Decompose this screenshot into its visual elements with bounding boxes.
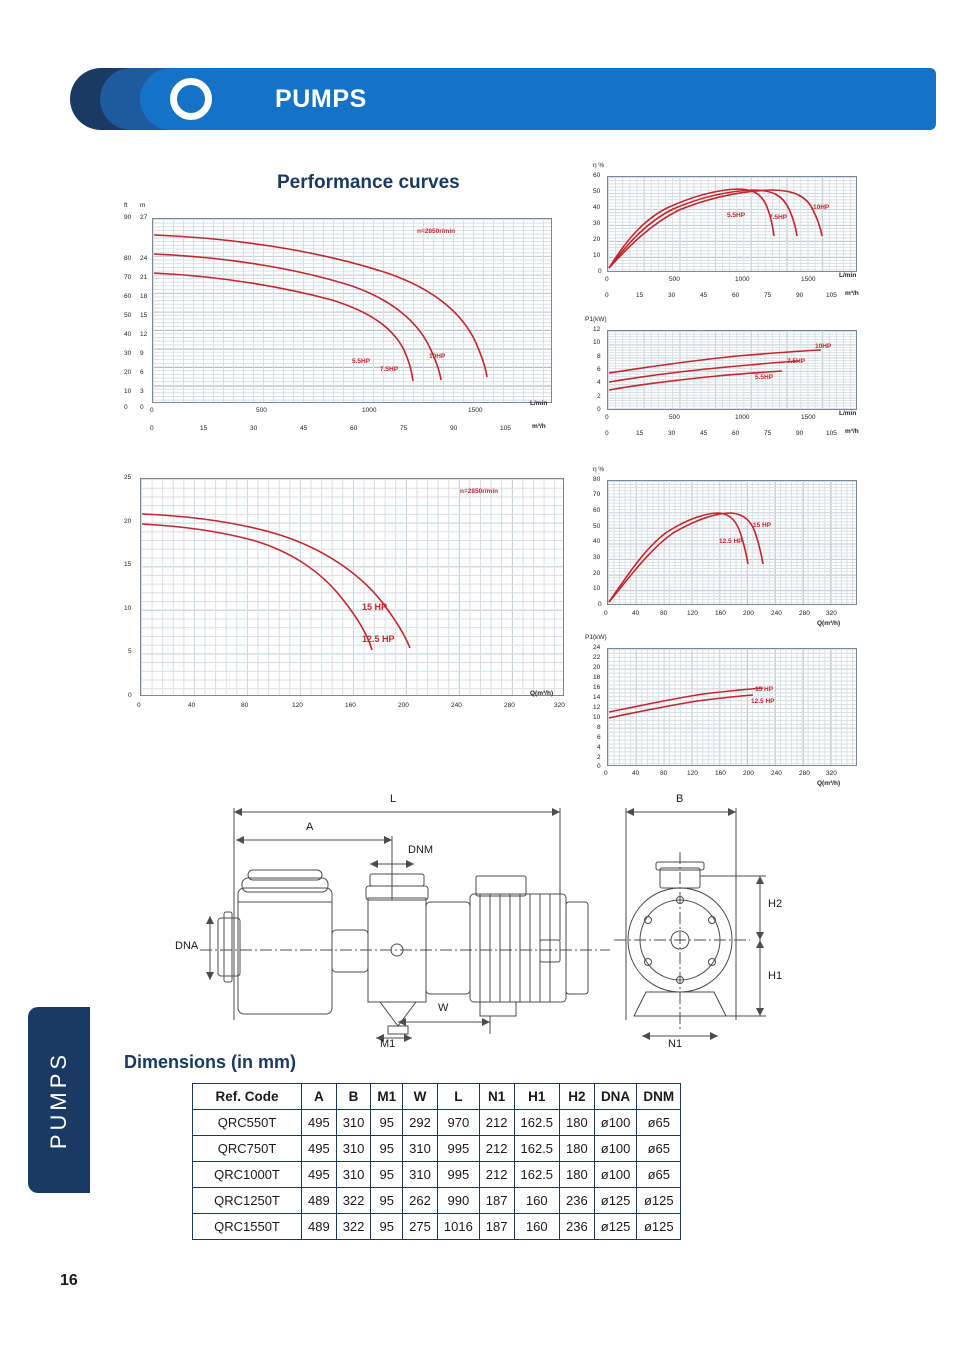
y-tick-m-24: 24 xyxy=(140,255,148,262)
y-tick-m-9: 9 xyxy=(140,350,144,357)
y-tick-ft-10: 10 xyxy=(124,388,132,395)
cell-dnm: ø125 xyxy=(637,1214,681,1240)
chart-efficiency-large xyxy=(593,466,857,627)
y-tick-p-2: 2 xyxy=(597,393,601,400)
y-tick-ft-90: 90 xyxy=(124,214,132,221)
x-tick-m3h-75: 75 xyxy=(400,425,408,432)
y-axis-unit-m: m xyxy=(140,202,146,209)
y-tick-p-10: 10 xyxy=(593,339,601,346)
col-w: W xyxy=(403,1084,438,1110)
x-tick-160: 160 xyxy=(715,770,726,777)
cell-ref: QRC750T xyxy=(193,1136,302,1162)
cell-a: 495 xyxy=(302,1162,337,1188)
x-tick-lmin-1000: 1000 xyxy=(735,276,750,283)
cell-h2: 180 xyxy=(560,1136,595,1162)
cell-dna: ø100 xyxy=(594,1162,637,1188)
x-tick-m3h-15: 15 xyxy=(636,430,644,437)
cell-n1: 212 xyxy=(479,1162,514,1188)
x-tick-240: 240 xyxy=(451,702,462,709)
y-tick-eff-30: 30 xyxy=(593,220,601,227)
cell-l: 1016 xyxy=(437,1214,479,1240)
cell-dna: ø100 xyxy=(594,1136,637,1162)
col-b: B xyxy=(336,1084,371,1110)
table-row xyxy=(193,1136,681,1162)
y-tick-eff-50: 50 xyxy=(593,188,601,195)
chart-curves xyxy=(152,218,552,403)
curve-label-75hp: 7.5HP xyxy=(787,358,806,365)
page-number: 16 xyxy=(60,1272,78,1289)
x-tick-m3h-0: 0 xyxy=(150,425,154,432)
x-tick-0: 0 xyxy=(137,702,141,709)
y-tick-eff-10: 10 xyxy=(593,585,601,592)
col-dnm: DNM xyxy=(637,1084,681,1110)
cell-m1: 95 xyxy=(371,1162,403,1188)
table-header-row xyxy=(193,1084,681,1110)
x-tick-200: 200 xyxy=(398,702,409,709)
x-tick-m3h-75: 75 xyxy=(764,292,772,299)
x-tick-m3h-0: 0 xyxy=(605,292,609,299)
x-tick-lmin-0: 0 xyxy=(605,414,609,421)
cell-h1: 160 xyxy=(514,1214,560,1240)
x-tick-40: 40 xyxy=(188,702,196,709)
table-row xyxy=(193,1188,681,1214)
y-tick-p-20: 20 xyxy=(593,664,601,671)
y-tick-m-18: 18 xyxy=(140,293,148,300)
y-tick-p-18: 18 xyxy=(593,674,601,681)
y-tick-p-6: 6 xyxy=(597,366,601,373)
x-tick-m3h-90: 90 xyxy=(796,430,804,437)
cell-ref: QRC550T xyxy=(193,1110,302,1136)
cell-ref: QRC1250T xyxy=(193,1188,302,1214)
y-tick-m-6: 6 xyxy=(140,369,144,376)
x-tick-320: 320 xyxy=(826,610,837,617)
cell-w: 310 xyxy=(403,1162,438,1188)
cell-dnm: ø125 xyxy=(637,1188,681,1214)
cell-dnm: ø65 xyxy=(637,1162,681,1188)
side-tab-pumps xyxy=(28,1007,90,1193)
chart-head-large xyxy=(124,474,565,709)
chart-curves xyxy=(607,648,857,766)
side-tab-label: PUMPS xyxy=(46,1050,71,1150)
chart-efficiency-2850 xyxy=(593,162,859,299)
x-axis-unit-lmin: L/min xyxy=(839,272,857,279)
dim-label-M1: M1 xyxy=(380,1038,396,1050)
cell-l: 990 xyxy=(437,1188,479,1214)
col-h2: H2 xyxy=(560,1084,595,1110)
y-tick-p-8: 8 xyxy=(597,724,601,731)
chart-head-2850 xyxy=(124,202,552,432)
cell-w: 262 xyxy=(403,1188,438,1214)
cell-w: 292 xyxy=(403,1110,438,1136)
x-tick-lmin-500: 500 xyxy=(256,407,267,414)
y-tick-25: 25 xyxy=(124,474,132,481)
x-tick-80: 80 xyxy=(660,610,668,617)
dim-label-H2: H2 xyxy=(768,898,783,910)
y-tick-m-3: 3 xyxy=(140,388,144,395)
dim-label-N1: N1 xyxy=(668,1038,683,1050)
table-row xyxy=(193,1110,681,1136)
dimensions-title: Dimensions (in mm) xyxy=(124,1052,297,1072)
x-tick-40: 40 xyxy=(632,610,640,617)
y-tick-ft-80: 80 xyxy=(124,255,132,262)
x-tick-120: 120 xyxy=(687,610,698,617)
y-axis-unit-ft: ft xyxy=(124,202,128,209)
y-tick-eff-60: 60 xyxy=(593,172,601,179)
y-tick-p-4: 4 xyxy=(597,379,601,386)
dim-label-B: B xyxy=(676,793,684,805)
x-axis-unit-lmin: L/min xyxy=(530,400,548,407)
x-tick-160: 160 xyxy=(345,702,356,709)
x-tick-320: 320 xyxy=(826,770,837,777)
cell-l: 995 xyxy=(437,1136,479,1162)
x-tick-m3h-60: 60 xyxy=(732,430,740,437)
curve-label-125hp: 12.5 HP xyxy=(751,698,775,705)
y-tick-p-22: 22 xyxy=(593,654,601,661)
y-tick-eff-20: 20 xyxy=(593,570,601,577)
y-tick-eff-0: 0 xyxy=(598,268,602,275)
y-tick-ft-50: 50 xyxy=(124,312,132,319)
y-axis-label-eff: η % xyxy=(593,162,605,169)
curve-label-10hp: 10HP xyxy=(429,353,446,360)
banner-main-shape xyxy=(140,68,936,130)
cell-a: 495 xyxy=(302,1110,337,1136)
cell-dna: ø125 xyxy=(594,1214,637,1240)
y-tick-p-0: 0 xyxy=(597,763,601,770)
x-tick-200: 200 xyxy=(743,770,754,777)
x-tick-lmin-1500: 1500 xyxy=(801,276,816,283)
cell-m1: 95 xyxy=(371,1110,403,1136)
y-tick-eff-40: 40 xyxy=(593,204,601,211)
cell-h1: 162.5 xyxy=(514,1136,560,1162)
cell-w: 275 xyxy=(403,1214,438,1240)
y-tick-p-4: 4 xyxy=(597,744,601,751)
cell-h2: 236 xyxy=(560,1214,595,1240)
cell-n1: 187 xyxy=(479,1188,514,1214)
x-tick-m3h-30: 30 xyxy=(668,430,676,437)
x-tick-120: 120 xyxy=(687,770,698,777)
y-tick-p-6: 6 xyxy=(597,734,601,741)
col-dna: DNA xyxy=(594,1084,637,1110)
x-tick-200: 200 xyxy=(743,610,754,617)
curve-label-15hp: 15 HP xyxy=(753,522,772,529)
cell-l: 970 xyxy=(437,1110,479,1136)
x-tick-m3h-105: 105 xyxy=(826,430,837,437)
cell-dnm: ø65 xyxy=(637,1136,681,1162)
y-axis-label-power: P1(kW) xyxy=(585,316,607,323)
x-tick-lmin-1500: 1500 xyxy=(468,407,483,414)
cell-dna: ø100 xyxy=(594,1110,637,1136)
page-title: PUMPS xyxy=(275,85,367,113)
cell-h1: 162.5 xyxy=(514,1110,560,1136)
col-m1: M1 xyxy=(371,1084,403,1110)
x-tick-280: 280 xyxy=(799,610,810,617)
curve-label-75hp: 7.5HP xyxy=(380,366,399,373)
x-tick-lmin-1500: 1500 xyxy=(801,414,816,421)
y-tick-m-0: 0 xyxy=(140,404,144,411)
y-tick-eff-30: 30 xyxy=(593,554,601,561)
curve-label-75hp: 7.5HP xyxy=(769,214,788,221)
col-a: A xyxy=(302,1084,337,1110)
cell-a: 495 xyxy=(302,1136,337,1162)
curve-label-55hp: 5.5HP xyxy=(755,374,774,381)
y-tick-p-14: 14 xyxy=(593,694,601,701)
chart-power-2850 xyxy=(585,316,859,437)
x-tick-m3h-45: 45 xyxy=(300,425,308,432)
dim-label-DNM: DNM xyxy=(408,844,434,856)
curve-label-15hp: 15 HP xyxy=(755,686,774,693)
cell-a: 489 xyxy=(302,1188,337,1214)
y-tick-5: 5 xyxy=(128,648,132,655)
y-tick-p-24: 24 xyxy=(593,644,601,651)
x-axis-label-q: Q(m³/h) xyxy=(817,620,841,627)
y-tick-p-2: 2 xyxy=(597,754,601,761)
y-tick-ft-0: 0 xyxy=(124,404,128,411)
cell-dnm: ø65 xyxy=(637,1110,681,1136)
curve-label-15hp: 15 HP xyxy=(362,602,388,612)
y-tick-ft-60: 60 xyxy=(124,293,132,300)
table-row xyxy=(193,1162,681,1188)
y-tick-eff-50: 50 xyxy=(593,523,601,530)
x-tick-280: 280 xyxy=(799,770,810,777)
ring-icon xyxy=(170,78,212,120)
cell-m1: 95 xyxy=(371,1214,403,1240)
x-axis-unit-m3h: m³/h xyxy=(845,428,859,435)
y-tick-eff-10: 10 xyxy=(593,252,601,259)
x-tick-40: 40 xyxy=(632,770,640,777)
chart-curves xyxy=(140,478,564,696)
x-tick-m3h-45: 45 xyxy=(700,430,708,437)
chart-curves xyxy=(607,176,857,272)
y-tick-20: 20 xyxy=(124,518,132,525)
table-row xyxy=(193,1214,681,1240)
chart-curves xyxy=(607,330,857,410)
dim-label-H1: H1 xyxy=(768,970,783,982)
dimensions-table xyxy=(192,1083,681,1240)
x-tick-lmin-1000: 1000 xyxy=(362,407,377,414)
x-axis-unit-m3h: m³/h xyxy=(532,423,546,430)
cell-h2: 180 xyxy=(560,1110,595,1136)
curve-label-55hp: 5.5HP xyxy=(352,358,371,365)
y-tick-0: 0 xyxy=(128,692,132,699)
x-tick-80: 80 xyxy=(241,702,249,709)
x-tick-m3h-30: 30 xyxy=(668,292,676,299)
x-tick-m3h-90: 90 xyxy=(796,292,804,299)
y-tick-m-12: 12 xyxy=(140,331,148,338)
y-tick-eff-40: 40 xyxy=(593,538,601,545)
dim-label-A: A xyxy=(306,821,314,833)
chart-note-speed: n=2850r/min xyxy=(417,228,456,235)
cell-b: 322 xyxy=(336,1188,371,1214)
col-h1: H1 xyxy=(514,1084,560,1110)
y-tick-eff-60: 60 xyxy=(593,507,601,514)
pump-front-svg xyxy=(600,790,820,1055)
x-tick-120: 120 xyxy=(292,702,303,709)
pump-drawing-front-view xyxy=(600,790,820,1055)
x-tick-lmin-500: 500 xyxy=(669,414,680,421)
y-tick-m-27: 27 xyxy=(140,214,148,221)
y-tick-m-15: 15 xyxy=(140,312,148,319)
cell-n1: 187 xyxy=(479,1214,514,1240)
x-tick-lmin-0: 0 xyxy=(150,407,154,414)
y-tick-eff-20: 20 xyxy=(593,236,601,243)
y-tick-ft-20: 20 xyxy=(124,369,132,376)
page-header xyxy=(70,68,936,130)
y-tick-ft-40: 40 xyxy=(124,331,132,338)
chart-power-large xyxy=(585,634,857,787)
x-tick-m3h-30: 30 xyxy=(250,425,258,432)
cell-h1: 162.5 xyxy=(514,1162,560,1188)
dim-label-DNA: DNA xyxy=(175,940,199,952)
x-tick-m3h-15: 15 xyxy=(636,292,644,299)
x-tick-m3h-105: 105 xyxy=(826,292,837,299)
x-tick-m3h-0: 0 xyxy=(605,430,609,437)
cell-h1: 160 xyxy=(514,1188,560,1214)
y-tick-15: 15 xyxy=(124,561,132,568)
curve-label-125hp: 12.5 HP xyxy=(362,634,395,644)
performance-curves-title: Performance curves xyxy=(277,172,460,193)
y-tick-ft-30: 30 xyxy=(124,350,132,357)
dim-label-L: L xyxy=(390,793,397,805)
x-axis-unit-lmin: L/min xyxy=(839,410,857,417)
y-axis-label-power: P1(kW) xyxy=(585,634,607,641)
y-tick-p-10: 10 xyxy=(593,714,601,721)
x-axis-label-q: Q(m³/h) xyxy=(817,780,841,787)
cell-m1: 95 xyxy=(371,1188,403,1214)
x-tick-lmin-500: 500 xyxy=(669,276,680,283)
x-tick-m3h-60: 60 xyxy=(350,425,358,432)
cell-ref: QRC1000T xyxy=(193,1162,302,1188)
curve-label-55hp: 5.5HP xyxy=(727,212,746,219)
y-tick-eff-70: 70 xyxy=(593,491,601,498)
cell-b: 310 xyxy=(336,1110,371,1136)
x-tick-160: 160 xyxy=(715,610,726,617)
y-tick-p-16: 16 xyxy=(593,684,601,691)
x-tick-m3h-90: 90 xyxy=(450,425,458,432)
x-tick-m3h-60: 60 xyxy=(732,292,740,299)
cell-b: 322 xyxy=(336,1214,371,1240)
x-tick-240: 240 xyxy=(771,770,782,777)
y-tick-eff-0: 0 xyxy=(598,601,602,608)
col-l: L xyxy=(437,1084,479,1110)
cell-l: 995 xyxy=(437,1162,479,1188)
y-tick-eff-80: 80 xyxy=(593,476,601,483)
col-ref-code: Ref. Code xyxy=(193,1084,302,1110)
x-tick-m3h-105: 105 xyxy=(500,425,511,432)
y-axis-label-eff: η % xyxy=(593,466,605,473)
x-tick-lmin-1000: 1000 xyxy=(735,414,750,421)
y-tick-p-8: 8 xyxy=(597,353,601,360)
x-tick-m3h-15: 15 xyxy=(200,425,208,432)
cell-ref: QRC1550T xyxy=(193,1214,302,1240)
x-tick-320: 320 xyxy=(554,702,565,709)
cell-w: 310 xyxy=(403,1136,438,1162)
x-tick-m3h-45: 45 xyxy=(700,292,708,299)
cell-m1: 95 xyxy=(371,1136,403,1162)
curve-label-10hp: 10HP xyxy=(813,204,830,211)
x-tick-240: 240 xyxy=(771,610,782,617)
curve-label-10hp: 10HP xyxy=(815,343,832,350)
cell-n1: 212 xyxy=(479,1136,514,1162)
x-tick-0: 0 xyxy=(604,610,608,617)
x-tick-280: 280 xyxy=(504,702,515,709)
cell-b: 310 xyxy=(336,1136,371,1162)
y-tick-m-21: 21 xyxy=(140,274,148,281)
cell-dna: ø125 xyxy=(594,1188,637,1214)
x-axis-unit-m3h: m³/h xyxy=(845,290,859,297)
curve-label-125hp: 12.5 HP xyxy=(719,538,743,545)
cell-n1: 212 xyxy=(479,1110,514,1136)
y-tick-10: 10 xyxy=(124,605,132,612)
cell-a: 489 xyxy=(302,1214,337,1240)
col-n1: N1 xyxy=(479,1084,514,1110)
cell-b: 310 xyxy=(336,1162,371,1188)
x-tick-m3h-75: 75 xyxy=(764,430,772,437)
y-tick-p-12: 12 xyxy=(593,326,601,333)
cell-h2: 180 xyxy=(560,1162,595,1188)
x-tick-80: 80 xyxy=(660,770,668,777)
y-tick-ft-70: 70 xyxy=(124,274,132,281)
x-tick-0: 0 xyxy=(604,770,608,777)
dim-label-W: W xyxy=(438,1002,449,1014)
chart-note-speed: n=2850r/min xyxy=(460,488,499,495)
x-tick-lmin-0: 0 xyxy=(605,276,609,283)
cell-h2: 236 xyxy=(560,1188,595,1214)
x-axis-label-q: Q(m³/h) xyxy=(530,690,554,697)
y-tick-p-12: 12 xyxy=(593,704,601,711)
y-tick-p-0: 0 xyxy=(597,406,601,413)
